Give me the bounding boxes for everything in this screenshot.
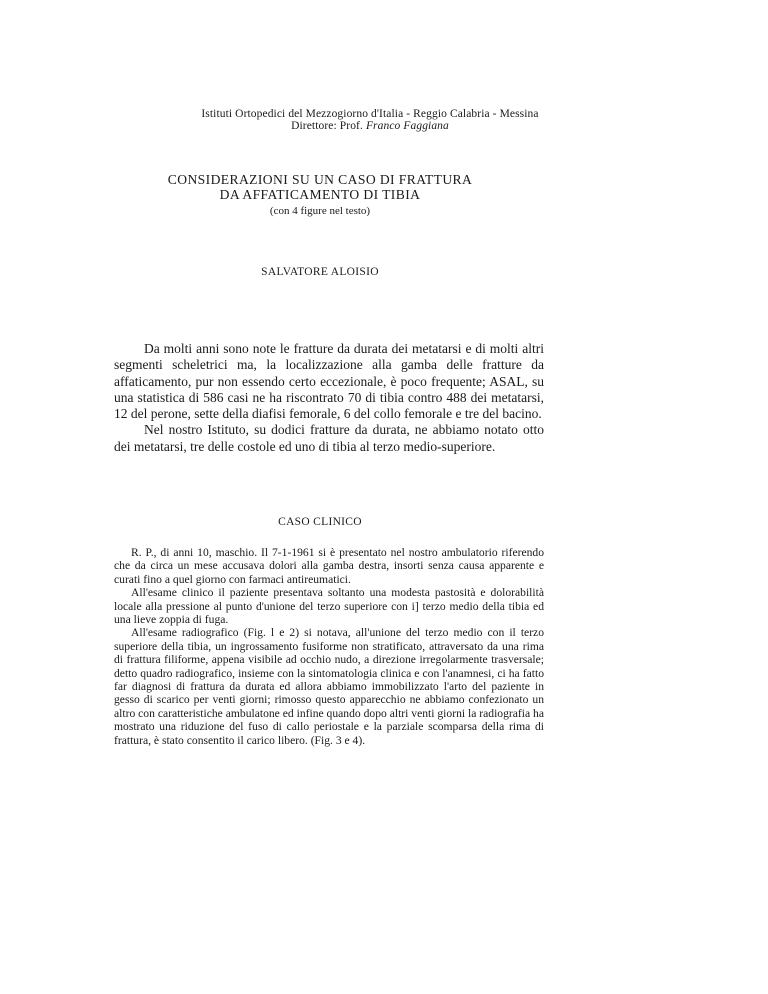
case-paragraph: R. P., di anni 10, maschio. Il 7-1-1961 si è presentato nel nostro ambulatorio riferendo che da circa un mese accusava dolori alla gamba destra, insorti senza causa apparente e curati fino a quel giorno con farmaci antireumatici.: [114, 546, 544, 586]
author-name: SALVATORE ALOISIO: [261, 266, 379, 278]
article-title: [100, 172, 540, 202]
director-name: Franco Faggiana: [365, 120, 449, 132]
institution-line: Istituti Ortopedici del Mezzogiorno d'Italia - Reggio Calabria - Messina: [201, 108, 539, 120]
article-subtitle: (con 4 figure nel testo): [269, 205, 371, 217]
case-paragraph: All'esame radiografico (Fig. l e 2) si notava, all'unione del terzo medio con il terzo superiore della tibia, un ingrossamento fusiforme non stratificato, attraversato da una rima di frattura filiforme, appena visibile ad occhio nudo, a direzione irregolarmente trasversale; detto quadro radiografico, insieme con la sintomatologia clinica e con l'anamnesi, ci ha fatto far diagnosi di frattura da durata ed allora abbiamo immobilizzato l'arto del paziente in gesso di scarico per venti giorni; rimosso questo apparecchio ne abbiamo confezionato un altro con caratteristiche ambulatone ed infine quando dopo altri venti giorni la radiografia ha mostrato una riduzione del fuso di callo periostale e la parziale scomparsa della rima di frattura, è stato consentito il carico libero. (Fig. 3 e 4).: [114, 626, 544, 747]
case-paragraph: All'esame clinico il paziente presentava soltanto una modesta pastosità e dolorabilità locale alla pressione al punto d'unione del terzo superiore con i] terzo medio della tibia ed una lieve zoppia di fuga.: [114, 586, 544, 627]
affiliation-header: [120, 108, 620, 132]
introduction-text: [114, 341, 544, 455]
intro-paragraph: Da molti anni sono note le fratture da durata dei metatarsi e di molti altri segmenti scheletrici ma, la localizzazione alla gamba delle fratture da affaticamento, pur non essendo certo eccezionale, è poco frequente; ASAL, su una statistica di 586 casi ne ha riscontrato 70 di tibia contro 488 dei metatarsi, 12 del perone, sette della diafisi femorale, 6 del collo femorale e tre del bacino.: [114, 341, 544, 422]
intro-paragraph: Nel nostro Istituto, su dodici fratture da durata, ne abbiamo notato otto dei metatarsi, tre delle costole ed uno di tibia al terzo medio-superiore.: [114, 422, 544, 454]
director-prefix: Direttore: Prof.: [291, 120, 363, 132]
title-line-2: DA AFFATICAMENTO DI TIBIA: [219, 187, 421, 202]
director-line: [120, 120, 620, 132]
title-line-1: CONSIDERAZIONI SU UN CASO DI FRATTURA: [167, 172, 473, 187]
section-heading: CASO CLINICO: [278, 516, 362, 528]
case-report-text: [114, 546, 544, 747]
